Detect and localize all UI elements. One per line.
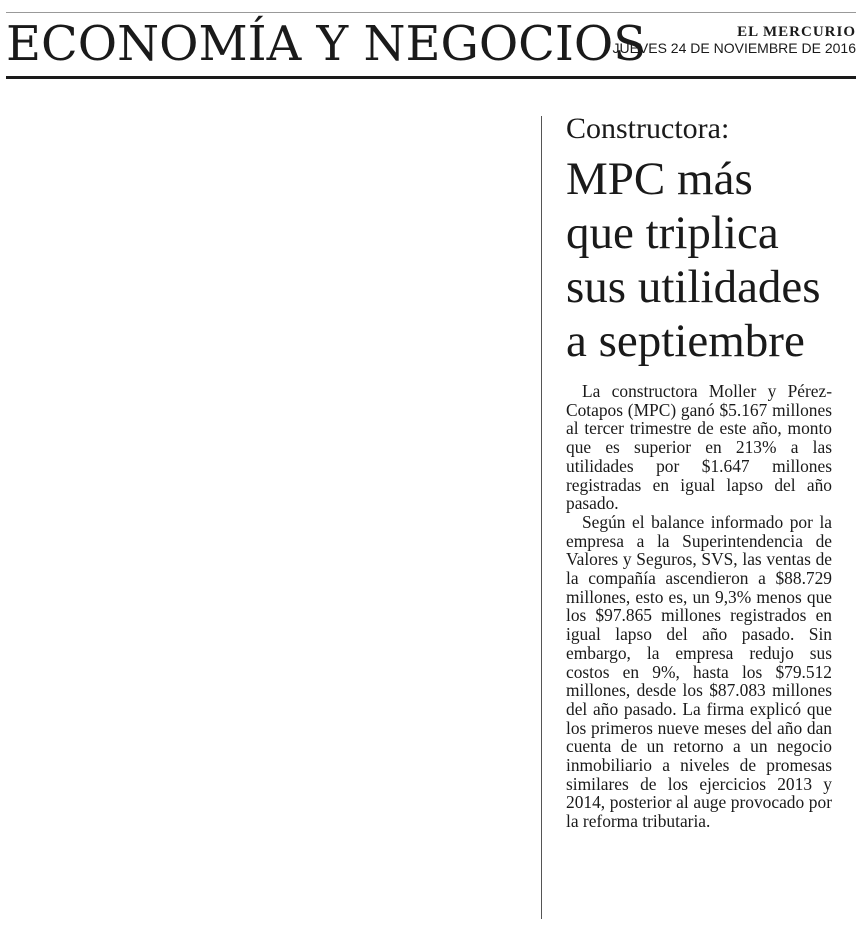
article-body [566, 382, 832, 831]
newspaper-name: EL MERCURIO [737, 24, 856, 40]
section-title: ECONOMÍA Y NEGOCIOS [6, 16, 647, 72]
article-kicker: Constructora: [566, 112, 730, 145]
header-bottom-rule [6, 76, 856, 79]
article [566, 110, 832, 831]
article-paragraph: La constructora Moller y Pérez-Cotapos (MPC) ganó $5.167 millones al tercer trimestre de este año, monto que es superior en 213% a las utilidades por $1.647 millones registradas en igual lapso del año pasado. [566, 381, 832, 514]
column-divider [541, 116, 542, 919]
publication-date: JUEVES 24 DE NOVIEMBRE DE 2016 [612, 40, 856, 56]
article-paragraph: Según el balance informado por la empresa a la Superintendencia de Valores y Seguros, SVS, las ventas de la compañía ascendieron a $88.729 millones, esto es, un 9,3% menos que los $97.865 millones registrados en igual lapso del año pasado. Sin embargo, la empresa redujo sus costos en 9%, hasta los $79.512 millones, desde los $87.083 millones del año pasado. La firma explicó que los primeros nueve meses del año dan cuenta de un retorno a un negocio inmobiliario a niveles de promesas similares de los ejercicios 2013 y 2014, posterior al auge provocado por la reforma tributaria. [566, 511, 832, 832]
article-headline: MPC más que triplica sus utilidades a septiembre [566, 153, 821, 367]
